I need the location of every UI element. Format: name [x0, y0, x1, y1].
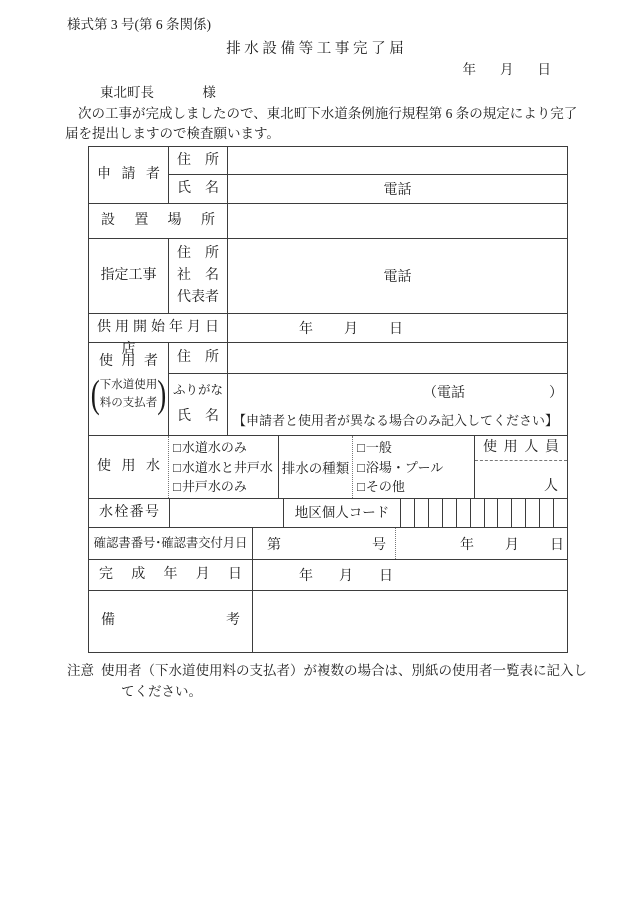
form-number: 様式第 3 号(第 6 条関係): [67, 17, 211, 32]
addressee: 東北町長: [100, 85, 154, 100]
personnel-cell: [475, 436, 567, 498]
water-label: 使用水: [89, 436, 169, 498]
district-code-boxes: [401, 499, 567, 527]
service-start-date: [228, 314, 567, 342]
note-line-1: 使用者（下水道使用料の支払者）が複数の場合は、別紙の使用者一覧表に記入し: [101, 663, 587, 678]
addressee-line: [100, 84, 630, 102]
drainage-option-label: 一般: [365, 439, 392, 455]
footer-note: [67, 660, 630, 702]
user-label-cell: [89, 343, 169, 435]
certificate-date: [396, 528, 567, 559]
applicant-row: [89, 147, 567, 204]
drainage-option: [357, 459, 474, 476]
contractor-address-label: 住所: [177, 246, 219, 261]
user-label: 使用者: [99, 354, 158, 369]
user-address-label: 住所: [169, 343, 228, 373]
code-box: [401, 499, 415, 527]
code-box: [471, 499, 485, 527]
service-start-label: 供用開始年月日: [89, 314, 228, 342]
checkbox-icon: □: [173, 459, 181, 475]
code-box: [554, 499, 567, 527]
code-box: [498, 499, 512, 527]
checkbox-icon: □: [173, 479, 181, 495]
user-instruction: 【申請者と使用者が異なる場合のみ記入してください】: [233, 413, 559, 428]
completion-row: [89, 560, 567, 591]
contractor-phone-area: [228, 239, 567, 313]
user-row: [89, 343, 567, 436]
personnel-label: 使用人員: [475, 436, 567, 461]
location-input-area: [228, 204, 567, 238]
month-label: 月: [339, 569, 353, 584]
year-label: 年: [299, 322, 313, 337]
furigana-label: ふりがな: [173, 383, 224, 397]
year-label: 年: [299, 569, 313, 584]
header-date-line: [0, 61, 551, 79]
paren-close-icon: ): [157, 372, 167, 416]
contractor-company-label: 社名: [177, 268, 219, 283]
completion-label: 完成年月日: [89, 560, 253, 590]
user-name-input-area: [228, 374, 567, 435]
month-label: 月: [344, 322, 358, 337]
location-label: 設置場所: [89, 204, 228, 238]
water-option: [173, 439, 278, 456]
water-row: [89, 436, 567, 499]
year-label: 年: [460, 537, 474, 553]
day-label: 日: [550, 537, 564, 553]
personnel-input-area: [475, 461, 567, 498]
district-code-label: 地区個人コード: [284, 499, 401, 527]
water-option-label: 井戸水のみ: [181, 479, 247, 495]
note-label: 注意: [67, 663, 94, 678]
contractor-representative-label: 代表者: [177, 290, 219, 305]
remarks-input-area: [253, 591, 567, 652]
water-option: [173, 478, 278, 495]
user-name-label: 氏名: [177, 409, 219, 424]
certificate-label: 確認書番号･確認書交付月日: [89, 528, 253, 559]
drainage-option: [357, 478, 474, 495]
service-start-row: [89, 314, 567, 343]
number-prefix: 第: [267, 537, 281, 553]
drainage-option-label: 浴場・プール: [365, 459, 444, 475]
year-label: 年: [462, 62, 476, 77]
certificate-row: [89, 528, 567, 560]
water-option: [173, 459, 278, 476]
code-box: [415, 499, 429, 527]
code-box: [443, 499, 457, 527]
form-table: [88, 146, 568, 653]
applicant-label: 申請者: [89, 147, 169, 203]
remarks-row: [89, 591, 567, 652]
checkbox-icon: □: [357, 459, 365, 475]
checkbox-icon: □: [173, 439, 181, 455]
location-row: [89, 204, 567, 239]
contractor-sublabels: [169, 239, 228, 313]
contractor-phone-label: 電話: [383, 270, 412, 285]
tap-number-input-area: [170, 499, 284, 527]
honorific: 様: [202, 85, 216, 100]
code-box: [526, 499, 540, 527]
number-suffix: 号: [372, 537, 386, 553]
applicant-address-input-area: [228, 147, 567, 174]
user-address-input-area: [228, 343, 567, 373]
code-box: [540, 499, 554, 527]
day-label: 日: [379, 569, 393, 584]
month-label: 月: [505, 537, 519, 553]
drainage-label: 排水の種類: [281, 461, 350, 476]
checkbox-icon: □: [357, 439, 365, 455]
water-option-label: 水道水のみ: [181, 439, 247, 455]
user-subgrid: [169, 343, 567, 435]
month-label: 月: [500, 62, 514, 77]
applicant-phone-area: [228, 175, 567, 203]
code-box: [429, 499, 443, 527]
intro-line-2: 届を提出しますので検査願います。: [65, 126, 280, 141]
drainage-option-label: その他: [365, 479, 405, 495]
day-label: 日: [537, 62, 551, 77]
personnel-unit: 人: [544, 479, 558, 494]
water-option-label: 水道水と井戸水: [181, 459, 273, 475]
payer-note-line-1: 下水道使用: [99, 379, 158, 391]
drainage-option: [357, 439, 474, 456]
payer-note-line-2: 料の支払者: [99, 397, 158, 409]
code-box: [512, 499, 526, 527]
payer-note: [89, 374, 168, 414]
tap-number-label: 水栓番号: [89, 499, 170, 527]
remarks-label: 備考: [89, 591, 253, 652]
contractor-label: 指定工事店: [89, 239, 169, 313]
paren-open-icon: (: [90, 372, 100, 416]
applicant-subgrid: [169, 147, 567, 203]
code-box: [457, 499, 471, 527]
day-label: 日: [389, 322, 403, 337]
note-line-2: てください。: [121, 684, 202, 699]
drainage-options: [353, 436, 475, 498]
drainage-label-cell: [279, 436, 353, 498]
tap-row: [89, 499, 567, 528]
code-box: [485, 499, 499, 527]
applicant-address-label: 住所: [169, 147, 228, 174]
applicant-name-label: 氏名: [169, 175, 228, 203]
water-options: [169, 436, 279, 498]
applicant-phone-label: 電話: [383, 183, 412, 198]
intro-paragraph: [65, 104, 630, 144]
page-title: 排 水 設 備 等 工 事 完 了 届: [226, 41, 404, 57]
completion-date: [253, 560, 567, 590]
certificate-number-area: [253, 528, 396, 559]
user-phone-note: （電話 ）: [423, 386, 563, 401]
intro-line-1: 次の工事が完成しましたので、東北町下水道条例施行規程第 6 条の規定により完了: [78, 106, 578, 121]
user-name-label-cell: [169, 374, 228, 435]
checkbox-icon: □: [357, 479, 365, 495]
